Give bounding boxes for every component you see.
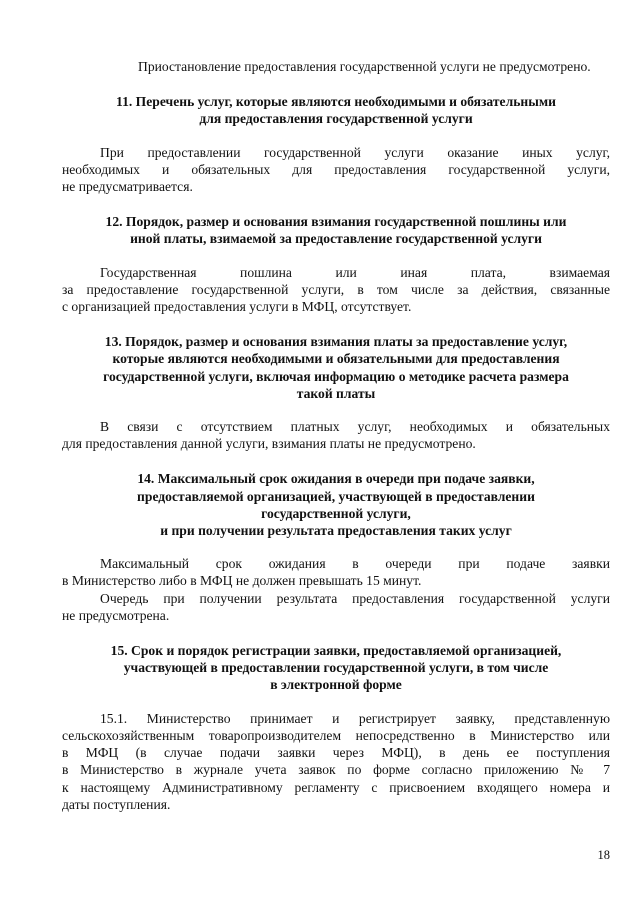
section-12-heading-line: 12. Порядок, размер и основания взимания государственной пошлины или (105, 214, 567, 230)
paragraph-line: Государственная пошлина или иная плата, взимаемая (100, 264, 610, 280)
paragraph-line: для предоставления данной услуги, взимания платы не предусмотрено. (62, 436, 476, 452)
section-15-heading-line: в электронной форме (270, 677, 402, 693)
paragraph-line: Максимальный срок ожидания в очереди при подаче заявки (100, 556, 610, 572)
section-14-paragraph-1 (62, 555, 610, 589)
section-13-heading-line: 13. Порядок, размер и основания взимания платы за предоставление услуг, (104, 334, 568, 350)
paragraph-line: не предусматривается. (62, 179, 193, 195)
section-14-heading-line: и при получении результата предоставления таких услуг (160, 523, 512, 539)
section-14-heading-line: предоставляемой организацией, участвующей в предоставлении (137, 488, 535, 504)
paragraph-line: При предоставлении государственной услуги оказание иных услуг, (100, 144, 610, 160)
paragraph-line: не предусмотрена. (62, 607, 170, 623)
paragraph-line: в Министерство либо в МФЦ не должен превышать 15 минут. (62, 573, 422, 589)
paragraph-line: В связи с отсутствием платных услуг, необходимых и обязательных (100, 419, 610, 435)
section-14-heading (62, 470, 610, 539)
section-11-heading-line: для предоставления государственной услуги (199, 111, 473, 127)
section-15-heading-line: участвующей в предоставлении государственной услуги, в том числе (123, 660, 549, 676)
paragraph-line: сельскохозяйственным товаропроизводителем непосредственно в Министерство или (62, 727, 610, 743)
section-13-heading-line: такой платы (296, 385, 376, 401)
intro-line: Приостановление предоставления государственной услуги не предусмотрено. (138, 59, 591, 74)
section-12-heading-line: иной платы, взимаемой за предоставление государственной услуги (130, 231, 542, 247)
section-11-paragraph (62, 144, 610, 196)
page-number: 18 (597, 848, 610, 862)
intro-paragraph (62, 58, 610, 75)
section-13-paragraph (62, 418, 610, 452)
document-page (62, 58, 610, 813)
paragraph-line: в Министерство в журнале учета заявок по форме согласно приложению № 7 (62, 762, 610, 778)
section-15-paragraph (62, 710, 610, 813)
paragraph-line: даты поступления. (62, 796, 171, 812)
section-11-heading (62, 93, 610, 127)
section-15-heading-line: 15. Срок и порядок регистрации заявки, предоставляемой организацией, (110, 643, 562, 659)
section-14-paragraph-2 (62, 590, 610, 624)
paragraph-line: 15.1. Министерство принимает и регистрирует заявку, представленную (100, 710, 610, 726)
section-13-heading (62, 333, 610, 402)
section-15-heading (62, 642, 610, 694)
section-13-heading-line: которые являются необходимыми и обязательными для предоставления (112, 351, 560, 367)
section-14-heading-line: 14. Максимальный срок ожидания в очереди при подаче заявки, (137, 471, 535, 487)
paragraph-line: к настоящему Административному регламенту с присвоением входящего номера и (62, 779, 610, 795)
paragraph-line: с организацией предоставления услуги в МФЦ, отсутствует. (62, 299, 412, 315)
section-13-heading-line: государственной услуги, включая информацию о методике расчета размера (103, 368, 569, 384)
paragraph-line: необходимых и обязательных для предоставления государственной услуги, (62, 161, 610, 177)
paragraph-line: в МФЦ (в случае подачи заявки через МФЦ), в день ее поступления (62, 745, 610, 761)
section-11-heading-line: 11. Перечень услуг, которые являются необходимыми и обязательными (116, 94, 556, 110)
section-12-heading (62, 213, 610, 247)
section-12-paragraph (62, 264, 610, 316)
paragraph-line: Очередь при получении результата предоставления государственной услуги (100, 590, 610, 606)
section-14-heading-line: государственной услуги, (261, 505, 411, 521)
paragraph-line: за предоставление государственной услуги, в том числе за действия, связанные (62, 281, 610, 297)
